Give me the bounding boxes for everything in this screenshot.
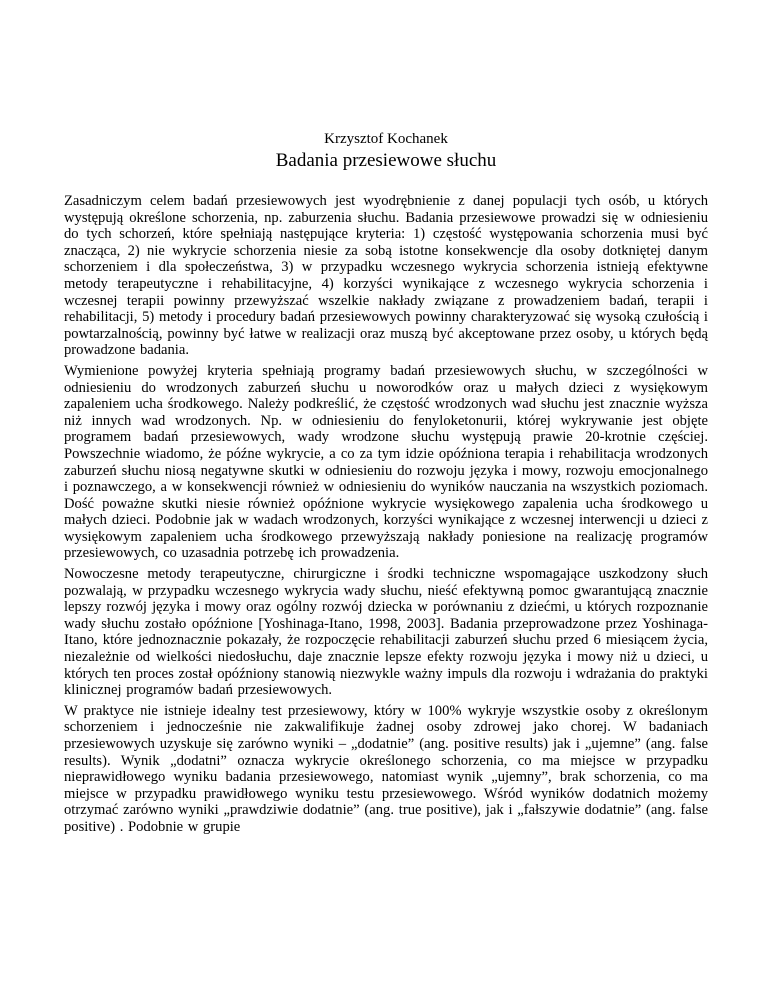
document-title: Badania przesiewowe słuchu: [275, 150, 497, 171]
document-content: [64, 131, 708, 840]
paragraph-hearing-screening-programs: Wymienione powyżej kryteria spełniają programy badań przesiewowych słuchu, w szczególności w odniesieniu do wrodzonych zaburzeń słuchu u noworodków oraz u małych dzieci z wysiękowym zapaleniem ucha środkowego. Należy podkreślić, że częstość wrodzonych wad słuchu jest znacznie wyższa niż innych wad wrodzonych. Np. w odniesieniu do fenyloketonurii, której wykrywanie jest objęte programem badań przesiewowych, wady wrodzone słuchu występują prawie 20-krotnie częściej. Powszechnie wiadomo, że późne wykrycie, a co za tym idzie opóźniona terapia i rehabilitacja wrodzonych zaburzeń słuchu niosą negatywne skutki w odniesieniu do rozwoju języka i mowy, rozwoju emocjonalnego i poznawczego, a w konsekwencji również w odniesieniu do wyników nauczania na wszystkich poziomach. Dość poważne skutki niesie również opóźnione wykrycie wysiękowego zapalenia ucha środkowego u małych dzieci. Podobnie jak w wadach wrodzonych, korzyści wynikające z wczesnej interwencji u dzieci z wysiękowym zapaleniem ucha środkowego przewyższają nakłady poniesione na realizację programów przesiewowych, co uzasadnia potrzebę ich prowadzenia.: [64, 362, 708, 562]
paragraph-screening-criteria: Zasadniczym celem badań przesiewowych jest wyodrębnienie z danej populacji tych osób, u których występują określone schorzenia, np. zaburzenia słuchu. Badania przesiewowe prowadzi się w odniesieniu do tych schorzeń, które spełniają następujące kryteria: 1) częstość występowania schorzenia musi być znacząca, 2) nie wykrycie schorzenia niesie za sobą istotne konsekwencje dla osoby dotkniętej danym schorzeniem i dla społeczeństwa, 3) w przypadku wczesnego wykrycia schorzenia istnieją efektywne metody terapeutyczne i rehabilitacyjne, 4) korzyści wynikające z wczesnego wykrycia schorzenia i wczesnej terapii powinny przewyższać wszelkie nakłady związane z prowadzeniem badań, terapii i rehabilitacji, 5) metody i procedury badań przesiewowych powinny charakteryzować się wysoką czułością i powtarzalnością, powinny być łatwe w realizacji oraz muszą być akceptowane przez osoby, u których będą prowadzone badania.: [64, 193, 708, 359]
paragraph-modern-therapy-methods: Nowoczesne metody terapeutyczne, chirurgiczne i środki techniczne wspomagające uszkodzony słuch pozwalają, w przypadku wczesnego wykrycia wady słuchu, nieść efektywną pomoc gwarantującą znacznie lepszy rozwój języka i mowy oraz ogólny rozwój dziecka w porównaniu z dziećmi, u których rozpoznanie wady słuchu zostało opóźnione [Yoshinaga-Itano, 1998, 2003]. Badania przeprowadzone przez Yoshinaga-Itano, które jednoznacznie pokazały, że rozpoczęcie rehabilitacji zaburzeń słuchu przed 6 miesiącem życia, niezależnie od wielkości niedosłuchu, daje znacznie lepsze efekty rozwoju języka i mowy niż u dzieci, u których ten proces został opóźniony stanowią niezwykle ważny impuls dla rozwoju i wdrażania do praktyki klinicznej programów badań przesiewowych.: [64, 566, 708, 699]
author-line: Krzysztof Kochanek: [324, 131, 448, 147]
body-text: [64, 193, 708, 836]
paragraph-screening-test-results: W praktyce nie istnieje idealny test przesiewowy, który w 100% wykryje wszystkie osoby z określonym schorzeniem i jednocześnie nie zakwalifikuje żadnej osoby zdrowej jako chorej. W badaniach przesiewowych uzyskuje się zarówno wyniki – „dodatnie” (ang. positive results) jak i „ujemne” (ang. false results). Wynik „dodatni” oznacza wykrycie określonego schorzenia, co ma miejsce w przypadku nieprawidłowego wyniku badania przesiewowego, natomiast wynik „ujemny”, brak schorzenia, co ma miejsce w przypadku prawidłowego wyniku testu przesiewowego. Wśród wyników dodatnich możemy otrzymać zarówno wyniki „prawdziwie dodatnie” (ang. true positive), jak i „fałszywie dodatnie” (ang. false positive) . Podobnie w grupie: [64, 702, 708, 835]
